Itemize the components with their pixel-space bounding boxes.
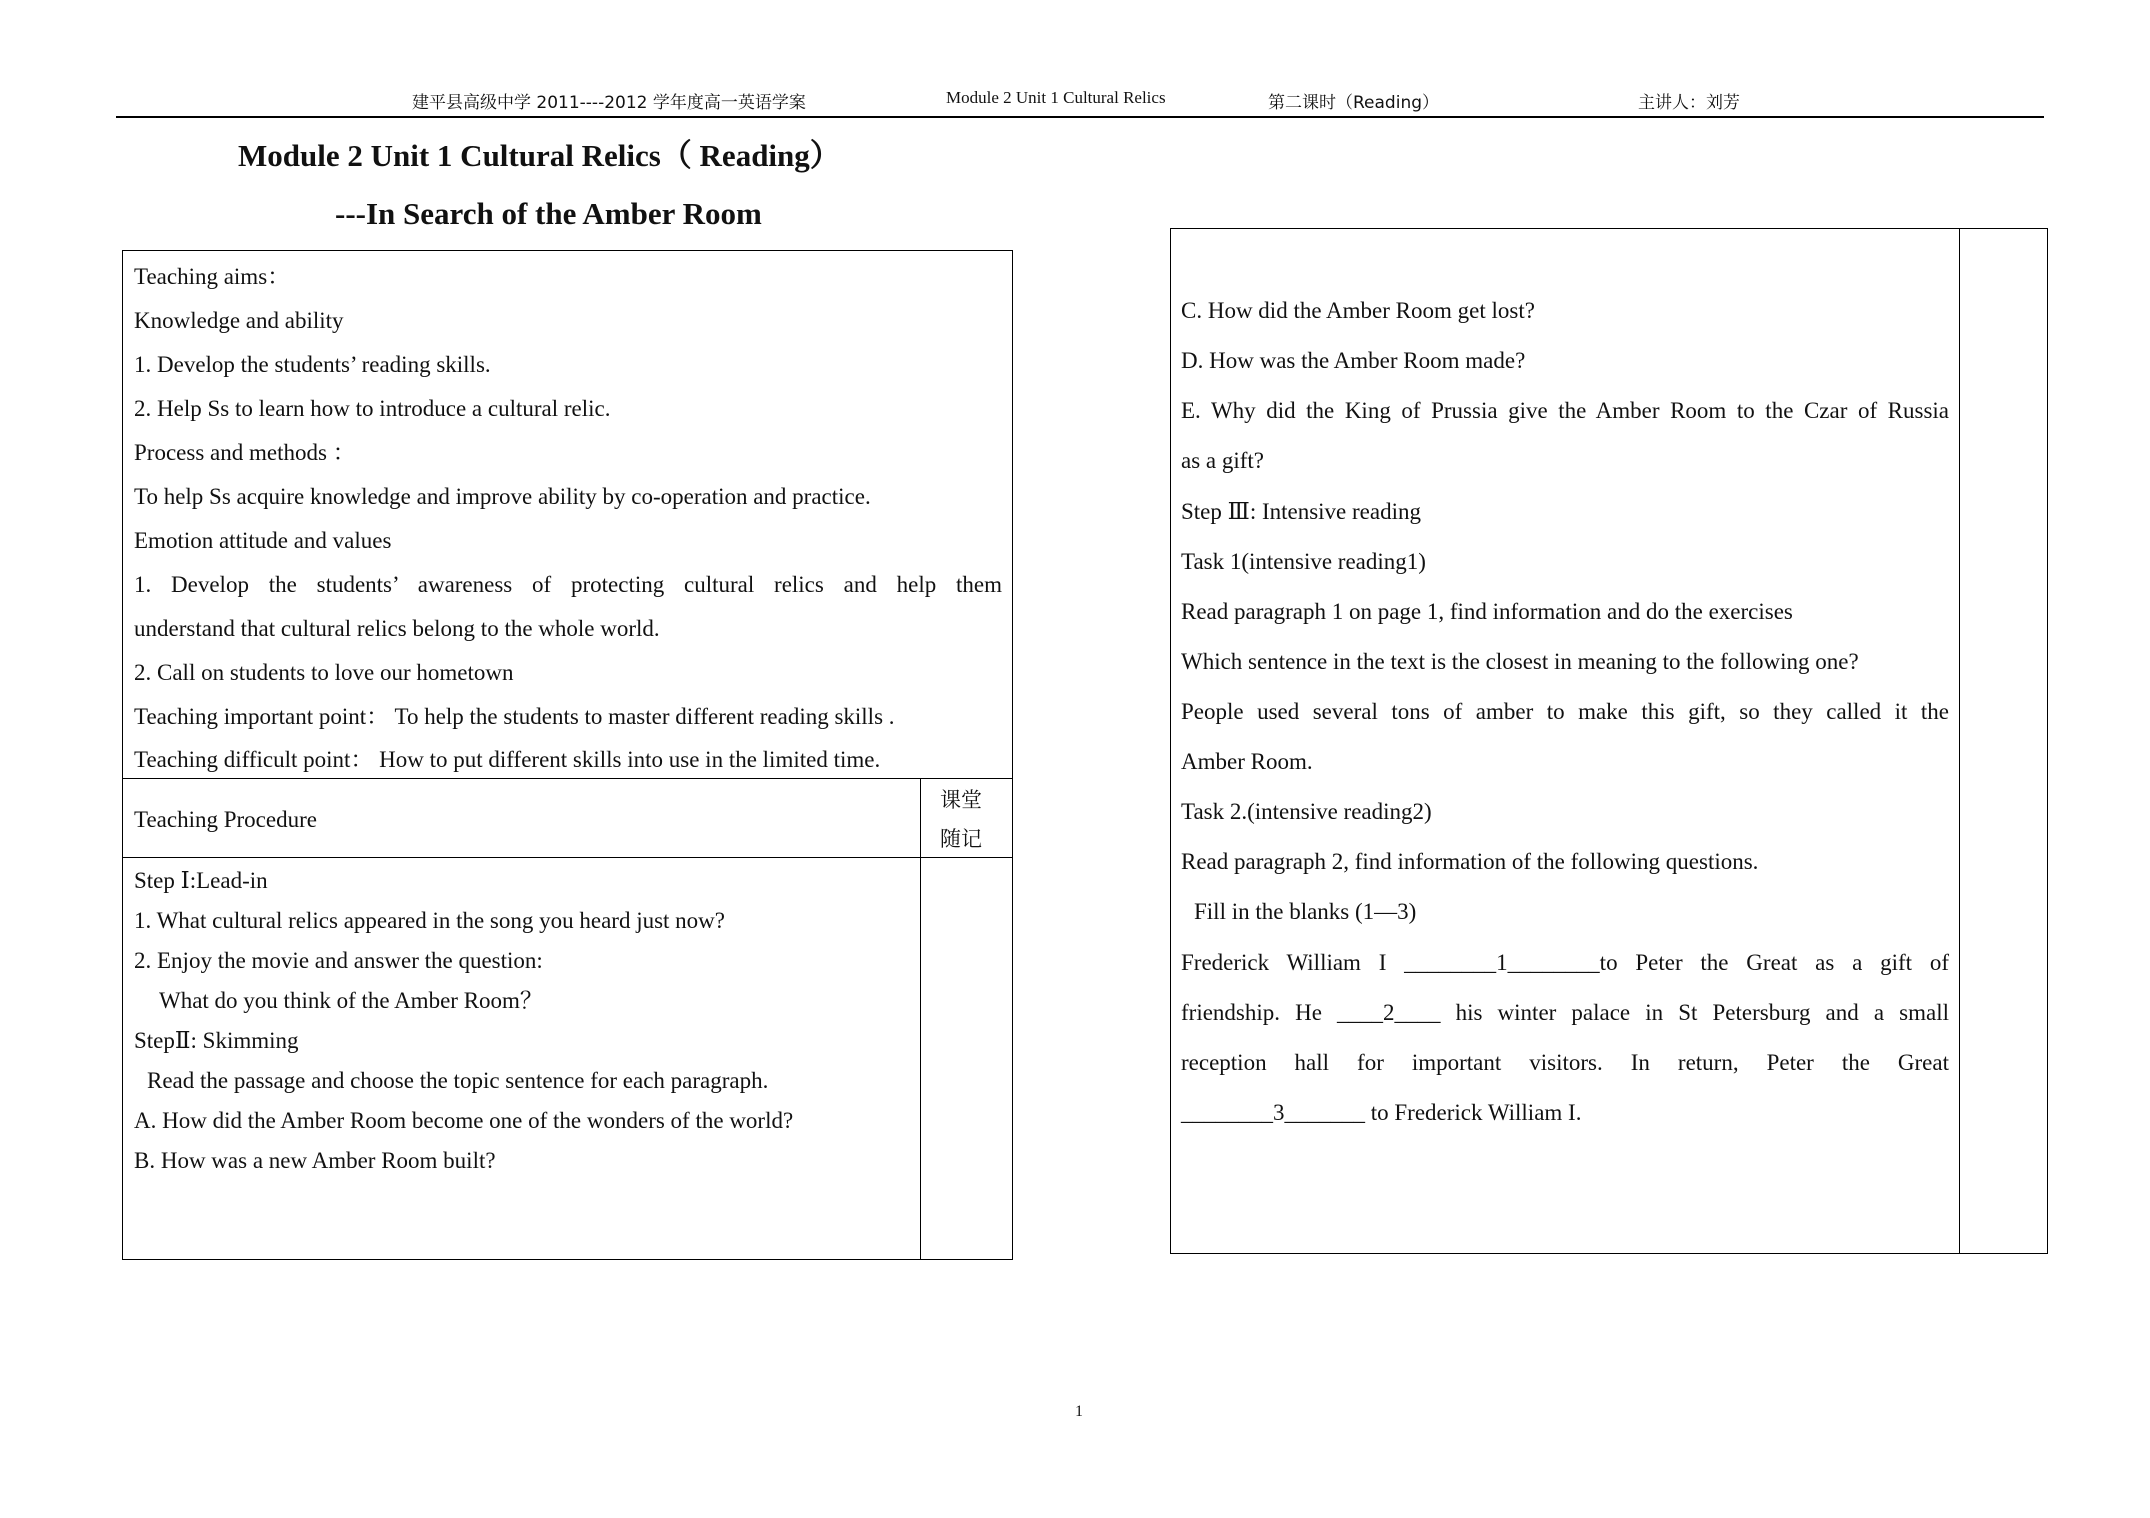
page-number: 1 bbox=[1075, 1403, 1083, 1420]
procedure-item: Read the passage and choose the topic sentence for each paragraph. bbox=[147, 1068, 769, 1093]
right-item: C. How did the Amber Room get lost? bbox=[1181, 298, 1535, 323]
right-item: Read paragraph 2, find information of the following questions. bbox=[1181, 849, 1759, 874]
procedure-item: What do you think of the Amber Room？ bbox=[159, 988, 543, 1013]
blank-line: reception hall for important visitors. In return, Peter the Great bbox=[1181, 1050, 1949, 1075]
right-item: D. How was the Amber Room made? bbox=[1181, 348, 1526, 373]
page-subtitle: ---In Search of the Amber Room bbox=[335, 196, 762, 231]
page-title: Module 2 Unit 1 Cultural Relics（ Reading） bbox=[238, 138, 841, 173]
aims-item: 2. Help Ss to learn how to introduce a cultural relic. bbox=[134, 396, 611, 421]
aims-emotion-heading: Emotion attitude and values bbox=[134, 528, 392, 553]
right-item: E. Why did the King of Prussia give the Amber Room to the Czar of Russia bbox=[1181, 398, 1949, 423]
header-rule bbox=[116, 116, 2044, 118]
procedure-item: B. How was a new Amber Room built? bbox=[134, 1148, 496, 1173]
aims-item: To help Ss acquire knowledge and improve ability by co-operation and practice. bbox=[134, 484, 871, 509]
header-school: 建平县高级中学 2011----2012 学年度高一英语学案 bbox=[412, 93, 806, 113]
aims-heading: Teaching aims： bbox=[134, 264, 291, 289]
right-item: Amber Room. bbox=[1181, 749, 1313, 774]
blank-line: friendship. He ____2____ his winter palace in St Petersburg and a small bbox=[1181, 1000, 1949, 1025]
right-item: Fill in the blanks (1—3) bbox=[1194, 899, 1417, 924]
left-table-divider-2 bbox=[122, 857, 1013, 858]
procedure-step: StepⅡ: Skimming bbox=[134, 1028, 299, 1053]
right-item: Which sentence in the text is the closest in meaning to the following one? bbox=[1181, 649, 1859, 674]
procedure-step: Step Ⅰ:Lead-in bbox=[134, 868, 268, 893]
header-lesson: 第二课时（Reading） bbox=[1268, 93, 1440, 113]
right-task: Task 2.(intensive reading2) bbox=[1181, 799, 1432, 824]
left-table-divider-1 bbox=[122, 778, 1013, 779]
difficult-point: Teaching difficult point： How to put different skills into use in the limited time. bbox=[134, 747, 881, 772]
aims-item: 1. Develop the students’ awareness of protecting cultural relics and help them bbox=[134, 572, 1002, 597]
blank-line: ________3_______ to Frederick William I. bbox=[1181, 1100, 1582, 1125]
right-notes-column-rule bbox=[1959, 228, 1960, 1254]
right-item: as a gift? bbox=[1181, 448, 1265, 473]
procedure-item: A. How did the Amber Room become one of the wonders of the world? bbox=[134, 1108, 794, 1133]
aims-knowledge-heading: Knowledge and ability bbox=[134, 308, 344, 333]
left-notes-column-rule bbox=[920, 778, 921, 1260]
aims-item: understand that cultural relics belong to the whole world. bbox=[134, 616, 660, 641]
aims-item: 1. Develop the students’ reading skills. bbox=[134, 352, 491, 377]
procedure-label: Teaching Procedure bbox=[134, 807, 317, 832]
notes-label-1: 课堂 bbox=[940, 788, 982, 812]
aims-process-heading: Process and methods ： bbox=[134, 440, 356, 465]
right-task: Task 1(intensive reading1) bbox=[1181, 549, 1426, 574]
right-item: People used several tons of amber to make this gift, so they called it the bbox=[1181, 699, 1949, 724]
procedure-item: 1. What cultural relics appeared in the song you heard just now? bbox=[134, 908, 726, 933]
procedure-item: 2. Enjoy the movie and answer the question: bbox=[134, 948, 543, 973]
header-speaker: 主讲人：刘芳 bbox=[1638, 93, 1740, 113]
header-module: Module 2 Unit 1 Cultural Relics bbox=[946, 88, 1166, 107]
right-item: Read paragraph 1 on page 1, find information and do the exercises bbox=[1181, 599, 1793, 624]
aims-item: 2. Call on students to love our hometown bbox=[134, 660, 514, 685]
right-step: Step Ⅲ: Intensive reading bbox=[1181, 499, 1421, 524]
notes-label-2: 随记 bbox=[940, 827, 982, 851]
blank-line: Frederick William I ________1________to Peter the Great as a gift of bbox=[1181, 950, 1949, 975]
important-point: Teaching important point： To help the students to master different reading skills . bbox=[134, 704, 895, 729]
